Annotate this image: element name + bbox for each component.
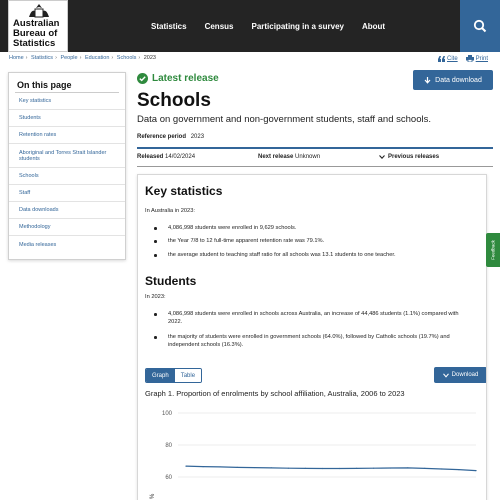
page-tools (438, 55, 488, 62)
abs-logo[interactable] (8, 0, 68, 52)
sidebar-item-staff[interactable]: Staff (9, 185, 125, 202)
sidebar-item-retention-rates[interactable]: Retention rates (9, 127, 125, 144)
data-point[interactable] (202, 466, 203, 467)
data-point[interactable] (220, 466, 221, 467)
released-value: 14/02/2024 (165, 154, 196, 160)
list-item (154, 224, 474, 232)
data-point[interactable] (271, 467, 272, 468)
y-tick-label: 80 (165, 443, 172, 449)
next-release-info (258, 154, 320, 160)
reference-period-label: Reference period (137, 134, 187, 140)
print-label: Print (475, 55, 488, 62)
data-download-label: Data download (435, 76, 482, 84)
data-point[interactable] (322, 468, 323, 469)
data-point[interactable] (458, 469, 459, 470)
bullet-dot (154, 336, 157, 339)
logo-line: Australian (13, 18, 60, 29)
divider (137, 166, 493, 167)
breadcrumb-schools[interactable]: Schools (116, 55, 137, 61)
next-release-label: Next release (258, 154, 294, 160)
bullet-dot (154, 313, 157, 316)
previous-releases-toggle[interactable] (379, 154, 439, 160)
logo-line: Statistics (13, 38, 56, 49)
students-heading: Students (145, 274, 197, 288)
series-line-0[interactable] (186, 466, 476, 471)
bullet-dot (154, 254, 157, 257)
list-item (154, 251, 474, 259)
breadcrumb-separator: › (111, 55, 114, 61)
logo-text (13, 19, 65, 49)
sidebar-item-aboriginal-students[interactable]: Aboriginal and Torres Strait Islander students (9, 144, 125, 168)
print-link[interactable] (466, 55, 488, 62)
breadcrumb-people[interactable]: People (60, 55, 78, 61)
data-point[interactable] (185, 466, 186, 467)
reference-period-value: 2023 (190, 134, 205, 140)
graph-download-label: Download (451, 372, 479, 378)
data-point[interactable] (390, 467, 391, 468)
sidebar-title: On this page (15, 73, 119, 93)
key-statistics-heading: Key statistics (145, 184, 223, 198)
data-download-button[interactable] (413, 70, 493, 90)
sidebar-item-key-statistics[interactable]: Key statistics (9, 93, 125, 110)
nav-participating[interactable]: Participating in a survey (251, 21, 344, 31)
bullet-dot (154, 227, 157, 230)
graph-download-button[interactable] (434, 367, 487, 383)
site-header (0, 0, 500, 52)
data-point[interactable] (305, 468, 306, 469)
breadcrumb-separator: › (25, 55, 28, 61)
chevron-down-icon (379, 155, 385, 159)
latest-release-badge (137, 73, 219, 84)
breadcrumb (9, 55, 156, 61)
data-point[interactable] (373, 468, 374, 469)
content-card (137, 174, 487, 500)
list-item (154, 310, 474, 326)
list-item-text: the average student to teaching staff ratio for all schools was 13.1 students to one teacher. (168, 252, 396, 258)
logo-line: Bureau of (13, 28, 58, 39)
page-title: Schools (137, 90, 211, 111)
breadcrumb-separator: › (138, 55, 141, 61)
sidebar-item-media-releases[interactable]: Media releases (19, 241, 57, 248)
key-statistics-lead: In Australia in 2023: (145, 208, 195, 214)
sidebar-item-schools[interactable]: Schools (9, 168, 125, 185)
sidebar-item-students[interactable]: Students (9, 110, 125, 127)
data-point[interactable] (441, 468, 442, 469)
released-info (137, 154, 195, 160)
previous-releases-label: Previous releases (388, 154, 440, 160)
data-point[interactable] (475, 470, 476, 471)
latest-release-label: Latest release (152, 73, 219, 84)
list-item-text: 4,086,998 students were enrolled in 9,629 schools. (168, 225, 297, 231)
search-icon (473, 19, 487, 33)
data-point[interactable] (237, 467, 238, 468)
breadcrumb-home[interactable]: Home (9, 55, 24, 61)
feedback-tab[interactable] (486, 233, 500, 267)
breadcrumb-statistics[interactable]: Statistics (31, 55, 54, 61)
breadcrumb-education[interactable]: Education (84, 55, 110, 61)
breadcrumb-separator: › (79, 55, 82, 61)
y-tick-label: 100 (161, 411, 172, 417)
breadcrumb-separator: › (55, 55, 57, 61)
data-point[interactable] (288, 468, 289, 469)
cite-link[interactable] (438, 56, 458, 62)
search-button[interactable] (460, 0, 500, 52)
sidebar-item-data-downloads[interactable]: Data downloads (9, 202, 125, 219)
data-point[interactable] (356, 468, 357, 469)
data-point[interactable] (339, 468, 340, 469)
list-item-text: the Year 7/8 to 12 full-time apparent retention rate was 79.1%. (168, 238, 325, 244)
chevron-down-icon (443, 373, 449, 378)
graph-table-toggle (145, 368, 202, 383)
on-this-page-nav (8, 72, 126, 260)
breadcrumb-current: 2023 (143, 55, 156, 61)
nav-about[interactable]: About (361, 21, 386, 31)
students-lead: In 2023: (145, 294, 166, 300)
y-tick-label: 60 (165, 475, 172, 481)
bullet-dot (154, 240, 157, 243)
list-item (154, 333, 474, 349)
list-item-text: 4,086,998 students were enrolled in schools across Australia, an increase of 44,486 students (1.1%) compared with 2022. (168, 311, 459, 325)
data-point[interactable] (254, 467, 255, 468)
enrolments-line-chart (138, 403, 487, 500)
reference-period (137, 134, 204, 140)
check-circle-icon (137, 73, 148, 84)
data-point[interactable] (407, 467, 408, 468)
main-nav (151, 0, 403, 52)
printer-icon (466, 55, 474, 62)
page-subtitle: Data on government and non-government students, staff and schools. (137, 114, 431, 125)
sidebar-item-methodology[interactable]: Methodology (9, 219, 125, 236)
feedback-label: Feedback (490, 240, 496, 260)
tab-graph[interactable]: Graph (146, 369, 175, 382)
list-item-text: the majority of students were enrolled in government schools (64.0%), followed by Catholic schools (19.7%) and independent schools (16.3%). (168, 334, 450, 348)
data-point[interactable] (424, 468, 425, 469)
y-axis-label: % (150, 493, 156, 499)
nav-statistics[interactable]: Statistics (151, 21, 187, 31)
divider (137, 147, 493, 149)
graph-title: Graph 1. Proportion of enrolments by school affiliation, Australia, 2006 to 2023 (145, 389, 405, 398)
list-item (154, 237, 474, 245)
next-release-value: Unknown (295, 154, 321, 160)
nav-census[interactable]: Census (204, 21, 234, 31)
cite-label: Cite (446, 55, 458, 62)
tab-table[interactable]: Table (175, 369, 201, 382)
quote-icon (438, 56, 445, 62)
released-label: Released (137, 154, 164, 160)
arrow-down-icon (424, 77, 431, 84)
